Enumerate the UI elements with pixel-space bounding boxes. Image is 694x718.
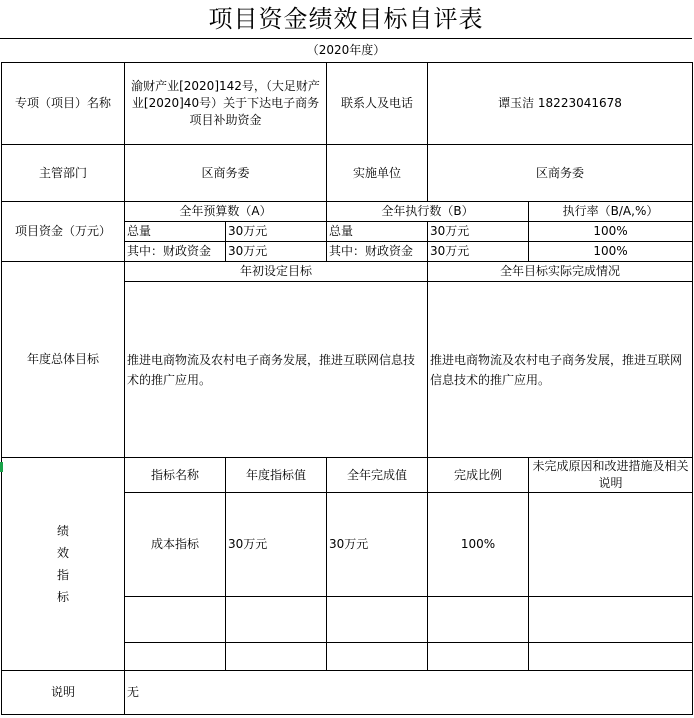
form-title: 项目资金绩效目标自评表 [208, 5, 484, 33]
dept-value: 区商务委 [125, 145, 327, 202]
remark-label: 说明 [2, 671, 125, 715]
impl-unit-label: 实施单位 [327, 145, 428, 202]
actual-goal-header: 全年目标实际完成情况 [428, 262, 693, 282]
indicator-note [529, 493, 693, 597]
exec-header: 全年执行数（B） [327, 202, 529, 222]
dept-label: 主管部门 [2, 145, 125, 202]
fiscal-budget-label: 其中：财政资金 [125, 242, 226, 262]
indicator-note [529, 597, 693, 643]
indicator-ratio [428, 643, 529, 671]
total-budget-value: 30万元 [226, 222, 327, 242]
header-annual-actual: 全年完成值 [327, 458, 428, 493]
indicator-target [226, 643, 327, 671]
performance-label-text: 绩 效 指 标 [56, 524, 69, 604]
indicator-ratio [428, 597, 529, 643]
indicator-actual [327, 643, 428, 671]
project-name-value: 渝财产业[2020]142号，（大足财产业[2020]40号）关于下达电子商务项目补助资金 [125, 63, 327, 145]
funds-label: 项目资金（万元） [2, 202, 125, 262]
header-notes: 未完成原因和改进措施及相关说明 [529, 458, 693, 493]
header-indicator-name: 指标名称 [125, 458, 226, 493]
indicator-name [125, 597, 226, 643]
rate-header: 执行率（B/A,%） [529, 202, 693, 222]
annual-goal-label: 年度总体目标 [2, 262, 125, 458]
header-completion-ratio: 完成比例 [428, 458, 529, 493]
fiscal-exec-label: 其中：财政资金 [327, 242, 428, 262]
fiscal-exec-value: 30万元 [428, 242, 529, 262]
indicator-target [226, 597, 327, 643]
total-exec-value: 30万元 [428, 222, 529, 242]
header-annual-target: 年度指标值 [226, 458, 327, 493]
contact-value: 谭玉洁 18223041678 [428, 63, 693, 145]
total-budget-label: 总量 [125, 222, 226, 242]
contact-label: 联系人及电话 [327, 63, 428, 145]
performance-label [2, 458, 125, 671]
impl-unit-value: 区商务委 [428, 145, 693, 202]
actual-goal-text: 推进电商物流及农村电子商务发展，推进互联网信息技术的推广应用。 [428, 282, 693, 458]
total-exec-label: 总量 [327, 222, 428, 242]
indicator-note [529, 643, 693, 671]
form-year: （2020年度） [306, 43, 386, 57]
fiscal-budget-value: 30万元 [226, 242, 327, 262]
total-rate-value: 100% [529, 222, 693, 242]
form-table [1, 62, 693, 715]
indicator-ratio: 100% [428, 493, 529, 597]
indicator-name: 成本指标 [125, 493, 226, 597]
remark-value: 无 [125, 671, 693, 715]
sheet-row-marker [0, 462, 3, 472]
project-name-label: 专项（项目）名称 [2, 63, 125, 145]
set-goal-header: 年初设定目标 [125, 262, 428, 282]
budget-header: 全年预算数（A） [125, 202, 327, 222]
indicator-actual [327, 597, 428, 643]
set-goal-text: 推进电商物流及农村电子商务发展，推进互联网信息技术的推广应用。 [125, 282, 428, 458]
indicator-target: 30万元 [226, 493, 327, 597]
fiscal-rate-value: 100% [529, 242, 693, 262]
indicator-name [125, 643, 226, 671]
indicator-actual: 30万元 [327, 493, 428, 597]
